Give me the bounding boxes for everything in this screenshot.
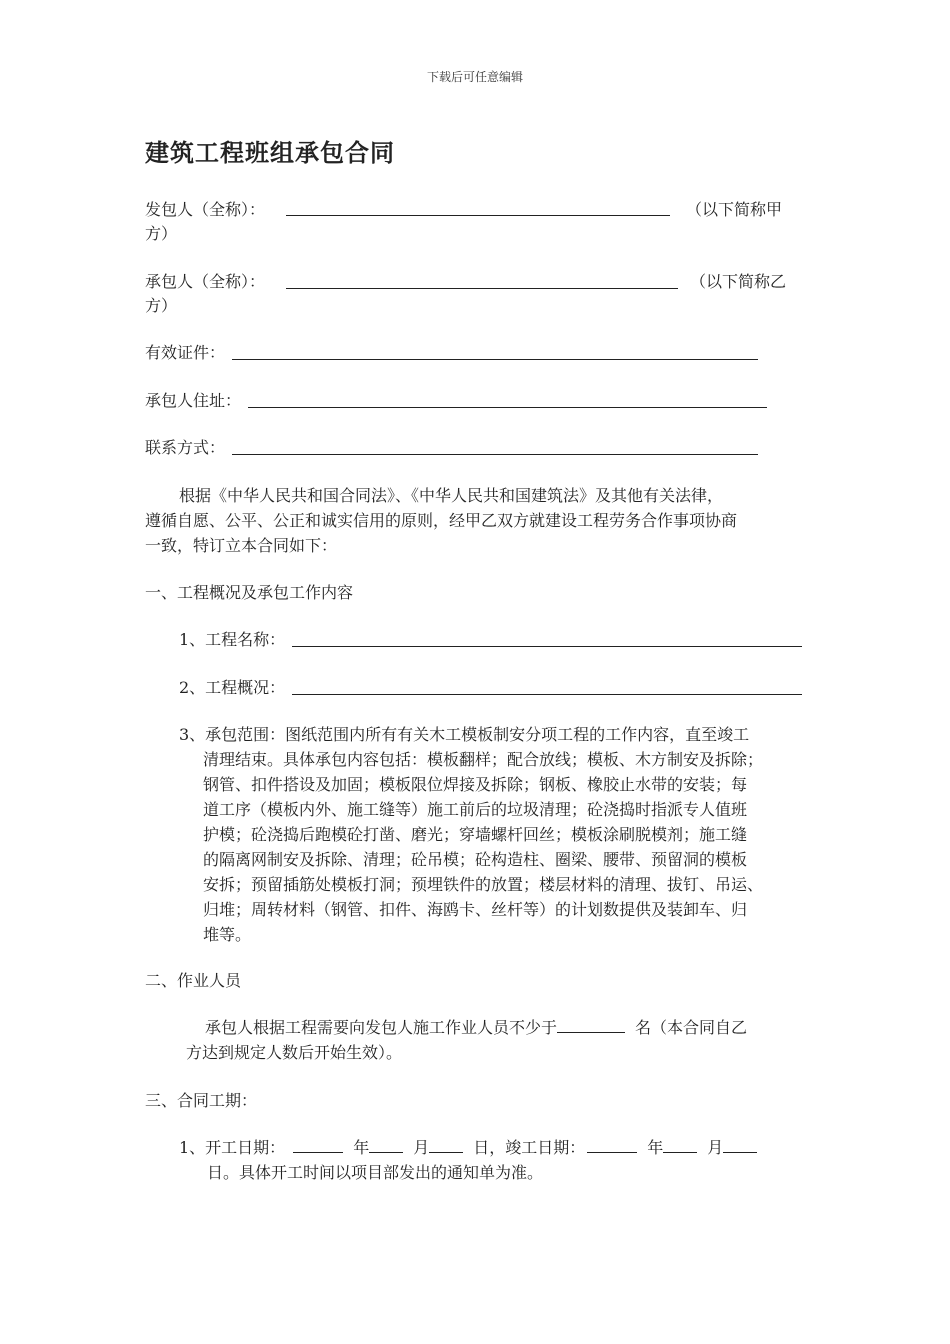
- month-label: 月: [707, 1138, 724, 1157]
- intro-line-2: 遵循自愿、公平、公正和诚实信用的原则，经甲乙双方就建设工程劳务合作事项协商: [145, 511, 738, 530]
- section3-heading: 三、合同工期：: [145, 1091, 258, 1110]
- contact-field[interactable]: [232, 454, 758, 455]
- scope-line: 道工序（模板内外、施工缝等）施工前后的垃圾清理；砼浇捣时指派专人值班: [203, 800, 748, 819]
- end-day-field[interactable]: [723, 1136, 757, 1153]
- project-overview-label: 2、工程概况：: [179, 678, 286, 697]
- contractor-suffix: （以下简称乙: [690, 272, 787, 291]
- scope-line: 归堆；周转材料（钢管、扣件、海鸥卡、丝杆等）的计划数提供及装卸车、归: [203, 900, 748, 919]
- employer-suffix: （以下简称甲: [686, 200, 783, 219]
- workers-line-2: 方达到规定人数后开始生效）。: [186, 1043, 403, 1062]
- contractor-label: 承包人（全称）：: [145, 272, 266, 291]
- start-month-field[interactable]: [369, 1136, 403, 1153]
- header-note: 下载后可任意编辑: [426, 70, 523, 84]
- worker-count-field[interactable]: [557, 1016, 625, 1033]
- workers-line-1: [205, 1015, 747, 1040]
- project-overview-field[interactable]: [292, 694, 802, 695]
- employer-label: 发包人（全称）：: [145, 200, 266, 219]
- employer-suffix-cont: 方）: [145, 224, 178, 243]
- year-label: 年: [647, 1138, 664, 1157]
- end-year-field[interactable]: [587, 1136, 637, 1153]
- section1-heading: 一、工程概况及承包工作内容: [145, 583, 354, 602]
- contact-label: 联系方式：: [145, 438, 226, 457]
- document-title: 建筑工程班组承包合同: [145, 138, 395, 167]
- scope-line: 的隔离网制安及拆除、清理；砼吊模；砼构造柱、圈梁、腰带、预留洞的模板: [203, 850, 748, 869]
- start-year-field[interactable]: [293, 1136, 343, 1153]
- intro-line-3: 一致，特订立本合同如下：: [145, 536, 338, 555]
- contractor-suffix-cont: 方）: [145, 296, 178, 315]
- schedule-line-1: [179, 1135, 757, 1160]
- section2-heading: 二、作业人员: [145, 971, 242, 990]
- scope-line: 安拆；预留插筋处模板打洞；预埋铁件的放置；楼层材料的清理、拔钉、吊运、: [203, 875, 764, 894]
- intro-line-1: 根据《中华人民共和国合同法》、《中华人民共和国建筑法》及其他有关法律，: [179, 486, 724, 505]
- start-date-label: 1、开工日期：: [179, 1138, 286, 1157]
- contractor-name-field[interactable]: [286, 288, 678, 289]
- address-label: 承包人住址：: [145, 391, 242, 410]
- scope-line: 3、承包范围：图纸范围内所有有关木工模板制安分项工程的工作内容，直至竣工: [179, 725, 750, 744]
- scope-line: 清理结束。具体承包内容包括：模板翻样；配合放线；模板、木方制安及拆除；: [203, 750, 764, 769]
- id-label: 有效证件：: [145, 343, 226, 362]
- address-field[interactable]: [248, 407, 767, 408]
- month-label: 月: [413, 1138, 430, 1157]
- scope-line: 护模；砼浇捣后跑模砼打凿、磨光；穿墙螺杆回丝；模板涂刷脱模剂；施工缝: [203, 825, 748, 844]
- year-label: 年: [353, 1138, 370, 1157]
- completion-date-label: 日，竣工日期：: [473, 1138, 586, 1157]
- start-day-field[interactable]: [429, 1136, 463, 1153]
- schedule-line-2: 日。具体开工时间以项目部发出的通知单为准。: [207, 1163, 544, 1182]
- end-month-field[interactable]: [663, 1136, 697, 1153]
- project-name-field[interactable]: [292, 646, 802, 647]
- employer-name-field[interactable]: [286, 215, 670, 216]
- workers-text-b: 名（本合同自乙: [635, 1018, 748, 1037]
- project-name-label: 1、工程名称：: [179, 630, 286, 649]
- id-field[interactable]: [232, 359, 758, 360]
- scope-line: 钢管、扣件搭设及加固；模板限位焊接及拆除；钢板、橡胶止水带的安装；每: [203, 775, 748, 794]
- scope-line: 堆等。: [203, 925, 252, 944]
- workers-text-a: 承包人根据工程需要向发包人施工作业人员不少于: [205, 1018, 558, 1037]
